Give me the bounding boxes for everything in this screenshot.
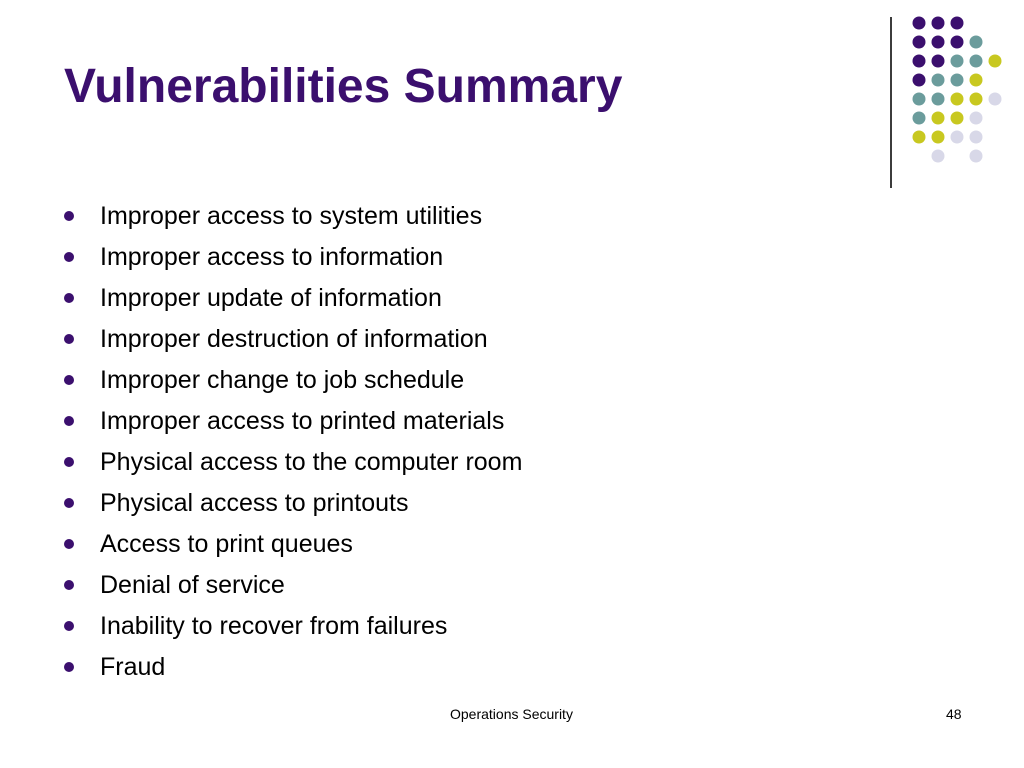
- bullet-text: Improper access to information: [100, 243, 444, 271]
- decor-dot: [913, 17, 926, 30]
- decor-dot: [932, 131, 945, 144]
- bullet-icon: [64, 498, 74, 508]
- decor-dot: [970, 55, 983, 68]
- decor-dot: [913, 112, 926, 125]
- decor-dot: [970, 93, 983, 106]
- bullet-icon: [64, 334, 74, 344]
- decor-dot: [913, 74, 926, 87]
- decor-dot: [970, 131, 983, 144]
- bullet-icon: [64, 375, 74, 385]
- decor-dot: [951, 17, 964, 30]
- slide-title: Vulnerabilities Summary: [64, 60, 623, 113]
- bullet-icon: [64, 539, 74, 549]
- decor-dot: [932, 150, 945, 163]
- decor-dot: [932, 17, 945, 30]
- decor-dot: [932, 112, 945, 125]
- bullet-text: Improper update of information: [100, 284, 442, 312]
- bullet-icon: [64, 580, 74, 590]
- decor-dot: [913, 55, 926, 68]
- decor-dot: [932, 36, 945, 49]
- decor-dot: [970, 150, 983, 163]
- bullet-text: Inability to recover from failures: [100, 612, 448, 640]
- decor-dot: [989, 93, 1002, 106]
- decor-dot: [913, 131, 926, 144]
- bullet-text: Physical access to the computer room: [100, 448, 523, 476]
- bullet-icon: [64, 621, 74, 631]
- decor-dot: [970, 74, 983, 87]
- bullet-icon: [64, 211, 74, 221]
- decor-dot: [932, 74, 945, 87]
- decor-dot: [913, 93, 926, 106]
- bullet-icon: [64, 416, 74, 426]
- bullet-text: Denial of service: [100, 571, 285, 599]
- decor-dot: [932, 55, 945, 68]
- decor-dot: [951, 131, 964, 144]
- decor-dot: [913, 36, 926, 49]
- bullet-text: Improper access to printed materials: [100, 407, 505, 435]
- decor-dot: [970, 36, 983, 49]
- bullet-text: Improper destruction of information: [100, 325, 488, 353]
- footer-title: Operations Security: [450, 706, 573, 722]
- decor-dot: [970, 112, 983, 125]
- bullet-icon: [64, 293, 74, 303]
- decorative-dot-grid: [0, 0, 1024, 200]
- bullet-text: Physical access to printouts: [100, 489, 409, 517]
- decor-dot: [951, 55, 964, 68]
- decor-dot: [932, 93, 945, 106]
- bullet-icon: [64, 252, 74, 262]
- bullet-text: Fraud: [100, 653, 166, 681]
- bullet-text: Improper access to system utilities: [100, 202, 483, 230]
- page-number: 48: [946, 706, 962, 722]
- decor-dot: [951, 74, 964, 87]
- decor-dot: [951, 112, 964, 125]
- bullet-icon: [64, 457, 74, 467]
- bullet-text: Access to print queues: [100, 530, 353, 558]
- decor-dot: [989, 55, 1002, 68]
- decor-dot: [951, 93, 964, 106]
- decor-dot: [951, 36, 964, 49]
- bullet-icon: [64, 662, 74, 672]
- bullet-text: Improper change to job schedule: [100, 366, 465, 394]
